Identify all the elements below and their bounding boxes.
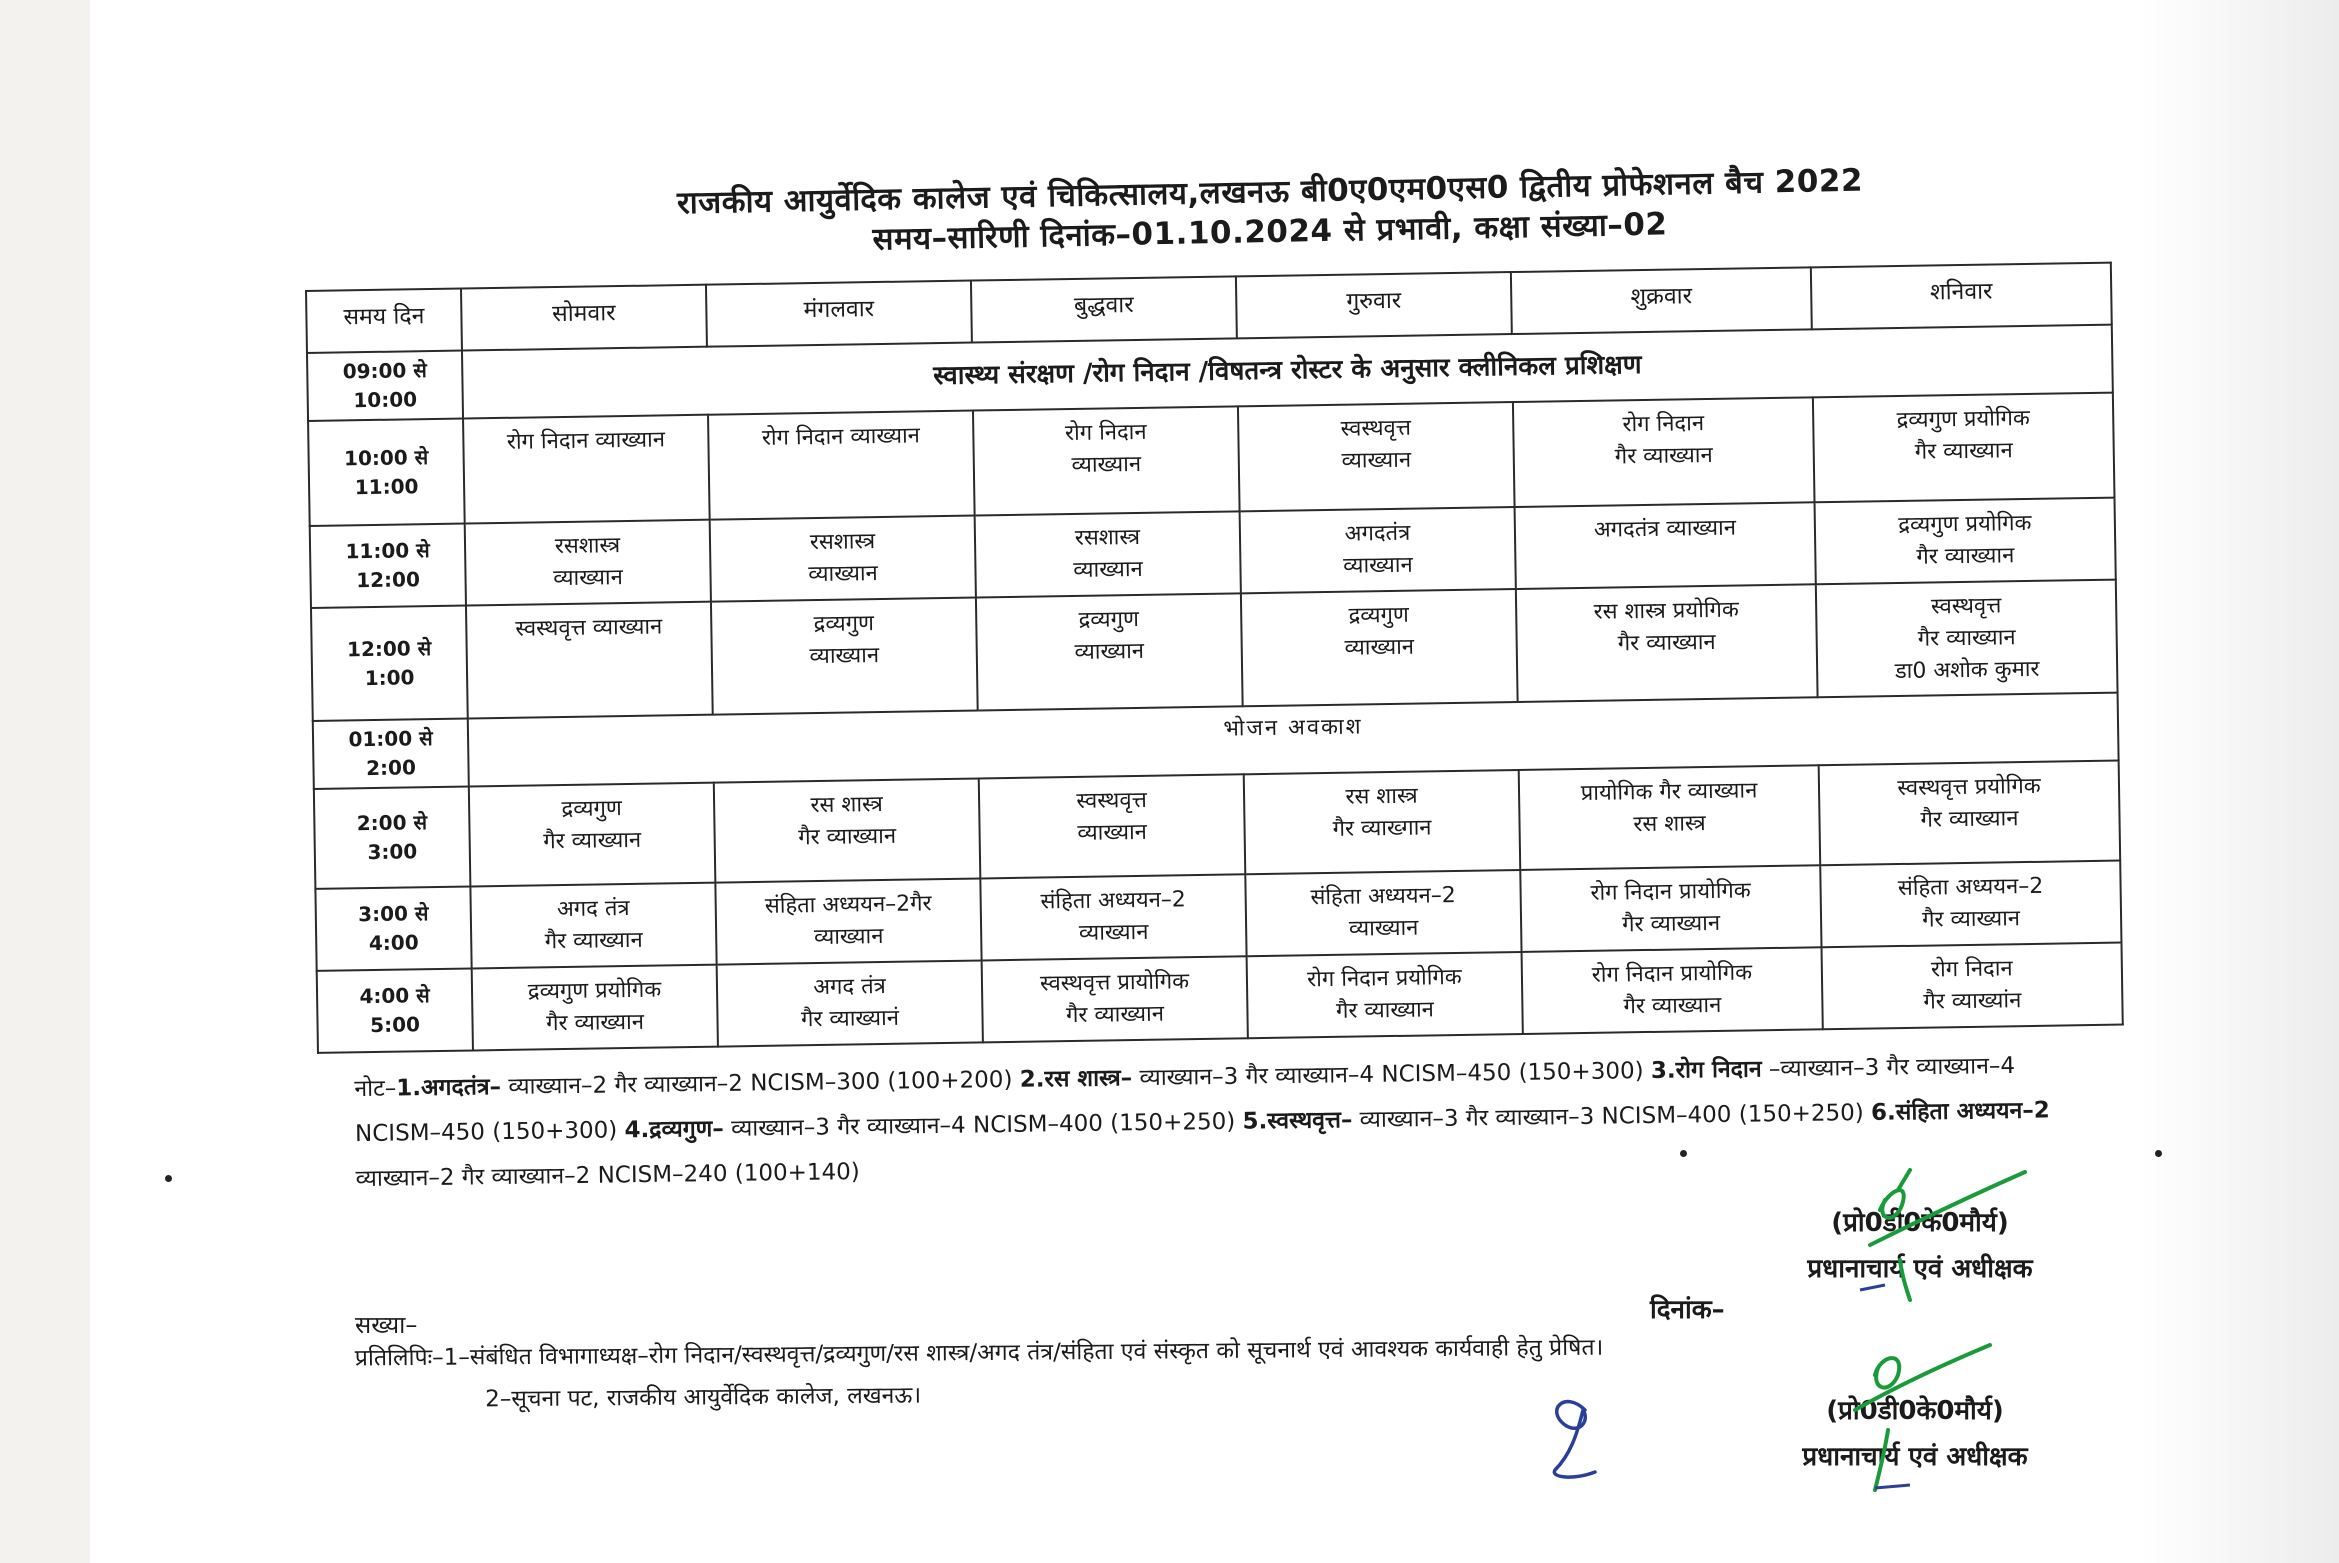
class-cell-text: व्याख्यान <box>809 642 880 669</box>
class-cell-text: अगद तंत्र <box>556 896 630 923</box>
time-slot-text: 1:00 <box>364 664 415 690</box>
time-slot-text: 11:00 <box>354 473 419 499</box>
time-slot-text: 5:00 <box>369 1012 421 1038</box>
class-cell-text: संहिता अध्ययन–2 <box>1310 883 1456 911</box>
signature-scribble-2 <box>1830 1320 2020 1500</box>
class-cell-text: व्याख्यान <box>1077 820 1148 847</box>
class-cell-text: स्वस्थवृत्त <box>1340 415 1412 442</box>
class-cell <box>469 783 716 887</box>
class-cell-text: अगद तंत्र <box>813 974 886 1001</box>
class-cell-text: स्वस्थवृत्त प्रायोगिक <box>1039 969 1190 997</box>
class-cell-text: व्याख्यान <box>1348 915 1419 943</box>
class-cell-text: स्वस्थवृत्त व्याख्यान <box>515 614 663 642</box>
note-item-text: व्याख्यान–2 गैर व्याख्यान–2 NCISM–300 (100+200) <box>500 1066 1020 1101</box>
class-cell <box>708 411 975 520</box>
note-item-title: 1.अगदतंत्र– <box>396 1074 502 1102</box>
time-slot-text: 2:00 <box>365 755 417 781</box>
class-cell-text: व्याख्यान <box>553 564 624 592</box>
time-slot-text: 11:00 से <box>345 537 430 564</box>
scan-speck <box>2155 1150 2162 1157</box>
note-item-title: 6.संहिता अध्ययन–2 <box>1870 1097 2050 1126</box>
column-header: सोमवार <box>461 285 707 351</box>
class-cell-text: गैर व्याख्यान <box>543 828 642 855</box>
class-cell-text: संहिता अध्ययन–2गैर <box>764 891 932 920</box>
time-slot-cell <box>313 719 469 789</box>
class-cell-text: रसशास्त्र <box>809 529 876 556</box>
class-cell-text: व्याख्यान <box>1344 634 1415 661</box>
note-item-title: 5.स्वस्थवृत्त– <box>1242 1107 1353 1135</box>
time-slot-text: 4:00 से <box>359 983 430 1009</box>
document-title: राजकीय आयुर्वेदिक कालेज एवं चिकित्सालय,लखनऊ बी0ए0एम0एस0 द्वितीय प्रोफेशनल बैच 2022 <box>676 162 1864 222</box>
handwritten-mark <box>1535 1380 1615 1490</box>
scan-speck <box>165 1175 172 1182</box>
time-slot-text: 01:00 से <box>348 726 433 752</box>
class-cell <box>717 961 983 1047</box>
class-cell-text: व्याख्यान <box>1071 451 1142 478</box>
class-cell-text: गैर व्याख्यान <box>798 824 897 851</box>
class-cell <box>1241 589 1518 707</box>
column-header: गुरुवार <box>1236 272 1512 338</box>
class-cell-text: गैर व्याख्गान <box>1332 815 1432 843</box>
class-cell-text: व्याख्यान <box>1343 552 1413 579</box>
column-header: समय दिन <box>306 289 462 353</box>
signatory-name: (प्रो0डी0के0मौर्य) <box>1831 1208 2009 1238</box>
class-cell-text: रोग निदान व्याख्यान <box>761 423 921 451</box>
class-cell <box>1516 584 1818 702</box>
note-section <box>354 1043 2086 1202</box>
time-slot-text: 3:00 से <box>358 901 429 927</box>
class-cell-text: द्रव्यगुण <box>813 610 875 637</box>
class-cell <box>975 511 1241 597</box>
page-shadow <box>2139 0 2339 1563</box>
column-header: शुक्रवार <box>1511 267 1812 334</box>
note-item-text: व्याख्यान–3 गैर व्याख्यान–3 NCISM–400 (150+250) <box>1352 1099 1872 1134</box>
time-slot-text: 12:00 <box>356 567 421 593</box>
class-cell-text: रस शास्त्र <box>1345 784 1418 811</box>
class-cell-text: व्याख्यान <box>1078 920 1149 947</box>
note-item-title: 3.रोग निदान <box>1650 1056 1762 1084</box>
class-cell <box>1240 507 1516 593</box>
class-cell-text: गैर व्याख्यान <box>1921 906 2021 934</box>
class-cell-text: रस शास्त्र प्रयोगिक <box>1593 597 1739 625</box>
class-cell-text: स्वस्थवृत्त <box>1930 593 2002 620</box>
class-cell <box>1822 943 2123 1029</box>
signatory-title: प्रधानाचार्य एवं अधीक्षक <box>1802 1442 2028 1472</box>
class-cell-text: द्रव्यगुण प्रयोगिक <box>1898 510 2032 539</box>
time-slot-cell <box>307 351 463 421</box>
class-cell <box>979 775 1246 879</box>
class-cell <box>710 516 976 602</box>
class-cell <box>1519 766 1821 871</box>
class-cell-text: रोग निदान <box>1930 956 2013 983</box>
class-cell-text: स्वस्थवृत्त <box>1076 788 1148 815</box>
time-slot-text: 12:00 से <box>346 635 432 661</box>
class-cell-text: गैर व्याख्यांन <box>1923 988 2022 1015</box>
class-cell <box>982 957 1248 1043</box>
clinical-training-cell: स्वास्थ्य संरक्षण /रोग निदान /विषतन्त्र रोस्टर के अनुसार क्लीनिकल प्रशिक्षण <box>462 325 2113 419</box>
note-item-title: 2.रस शास्त्र– <box>1019 1065 1133 1093</box>
column-header: शनिवार <box>1811 263 2112 330</box>
reference-number-label: सख्या– <box>355 1311 418 1339</box>
class-cell-text: द्रव्यगुण प्रयोगिक <box>527 977 662 1005</box>
column-header: बुद्धवार <box>971 276 1237 342</box>
class-cell-text: गैर व्याख्यान <box>1623 992 1722 1020</box>
class-cell <box>1815 498 2116 584</box>
note-item-text: –व्याख्यान–3 गैर व्याख्यान–4 NCISM–450 (150+300) <box>354 1052 2016 1148</box>
class-cell-text: गैर व्याख्यान <box>1916 543 2015 570</box>
scan-speck <box>1680 1150 1687 1157</box>
class-cell-text: रस शास्त्र <box>1633 811 1706 838</box>
class-cell <box>1522 947 1823 1033</box>
class-cell-text: गैर व्याख्यान <box>1920 806 2019 834</box>
class-cell-text: रोग निदान व्याख्यान <box>506 427 666 455</box>
class-cell-text: रोग निदान <box>1622 411 1705 438</box>
class-cell-text: रसशास्त्र <box>1074 524 1141 551</box>
time-slot-text: 10:00 से <box>343 444 429 470</box>
class-cell-text: गैर व्याख्यान <box>1914 438 2013 465</box>
class-cell-text: अगदतंत्र <box>1344 520 1411 547</box>
time-slot-cell <box>311 605 468 721</box>
class-cell <box>715 879 981 965</box>
class-cell-text: अगदतंत्र व्याख्यान <box>1593 515 1737 543</box>
class-cell <box>1813 393 2115 503</box>
class-cell <box>1819 761 2121 866</box>
class-cell-text: रोग निदान प्रायोगिक <box>1590 878 1751 907</box>
note-item-text: व्याख्यान–2 गैर व्याख्यान–2 NCISM–240 (100+140) <box>355 1159 860 1193</box>
date-label: दिनांक– <box>1650 1295 1725 1325</box>
class-cell-text: रोग निदान प्रायोगिक <box>1591 960 1753 989</box>
time-slot-text: 2:00 से <box>356 810 428 836</box>
class-cell-text: गैर व्याख्यानं <box>800 1005 900 1033</box>
copy-line-1: प्रतिलिपिः–1–संबंधित विभागाध्यक्ष–रोग निदान/स्वस्थवृत्त/द्रव्यगुण/रस शास्त्र/अगद तंत्र/संहिता एवं संस्कृत को सूचनार्थ एवं आवश्यक कार्यवाही हेतु प्रेषित। <box>354 1334 1604 1372</box>
class-cell-text: गैर व्याख्यान <box>544 928 643 955</box>
class-cell-text: व्याख्यान <box>1074 638 1145 665</box>
class-cell-text: डा0 अशोक कुमार <box>1894 656 2040 684</box>
class-cell <box>976 593 1243 711</box>
class-cell-text: संहिता अध्ययन–2 <box>1040 887 1187 915</box>
class-cell <box>470 883 716 969</box>
time-slot-cell <box>315 887 471 971</box>
class-cell <box>463 415 710 524</box>
time-slot-cell <box>314 787 471 889</box>
class-cell-text: स्वस्थवृत्त प्रयोगिक <box>1897 774 2041 802</box>
class-cell-text: गैर व्याख्यान <box>1614 442 1713 470</box>
time-slot-text: 09:00 से <box>342 358 428 384</box>
class-cell-text: प्रायोगिक गैर व्याख्यान <box>1580 778 1758 807</box>
class-cell-text: व्याख्यान <box>808 560 878 588</box>
time-slot-cell <box>310 524 466 608</box>
lunch-break-cell: भोजन अवकाश <box>468 693 2119 787</box>
class-cell-text: रस शास्त्र <box>810 792 883 819</box>
signature-scribble-1 <box>1840 1150 2040 1310</box>
class-cell-text: द्रव्यगुण प्रयोगिक <box>1896 405 2031 434</box>
class-cell-text: द्रव्यगुण <box>1078 606 1140 633</box>
class-cell <box>465 520 711 606</box>
class-cell <box>466 601 713 719</box>
class-cell-text: रोग निदान <box>1064 419 1147 447</box>
class-cell <box>1247 952 1523 1038</box>
class-cell-text: व्याख्यान <box>1341 447 1412 474</box>
timetable <box>305 262 2124 1054</box>
class-cell-text: संहिता अध्ययन–2 <box>1897 874 2044 902</box>
class-cell-text: द्रव्यगुण <box>561 796 623 823</box>
time-slot-cell <box>317 969 473 1053</box>
column-header: मंगलवार <box>706 281 972 347</box>
class-cell-text: गैर व्याख्यान <box>1065 1001 1165 1029</box>
class-cell-text: गैर व्याख्यान <box>1617 629 1716 657</box>
signatory-title: प्रधानाचार्य एवं अधीक्षक <box>1807 1254 2033 1284</box>
class-cell-text: गैर व्याख्यान <box>545 1009 645 1037</box>
class-cell-text: रसशास्त्र <box>554 533 621 560</box>
class-cell <box>1816 579 2118 697</box>
class-cell <box>711 597 978 715</box>
copy-line-2: 2–सूचना पट, राजकीय आयुर्वेदिक कालेज, लखनऊ। <box>485 1382 922 1413</box>
document-subtitle: समय–सारिणी दिनांक–01.10.2024 से प्रभावी, कक्षा संख्या–02 <box>872 206 1668 258</box>
class-cell <box>714 779 981 883</box>
class-cell <box>1245 870 1521 956</box>
class-cell-text: द्रव्यगुण <box>1348 602 1410 629</box>
note-prefix: नोट– <box>354 1075 397 1103</box>
class-cell <box>973 406 1240 515</box>
class-cell <box>472 965 718 1051</box>
class-cell <box>1238 402 1515 511</box>
time-slot-text: 3:00 <box>367 839 418 865</box>
class-cell <box>1244 770 1521 874</box>
time-slot-text: 10:00 <box>353 387 418 413</box>
note-item-text: व्याख्यान–3 गैर व्याख्यान–4 NCISM–450 (150+300) <box>1132 1057 1652 1092</box>
class-cell-text: गैर व्याख्यान <box>1621 911 1721 938</box>
class-cell <box>1520 866 1821 952</box>
class-cell <box>1513 397 1815 507</box>
class-cell <box>980 875 1246 961</box>
class-cell-text: गैर व्याख्यान <box>1917 624 2016 652</box>
class-cell-text: व्याख्यान <box>1073 556 1143 583</box>
class-cell-text: व्याख्यान <box>813 924 884 951</box>
time-slot-text: 4:00 <box>368 930 419 956</box>
note-item-title: 4.द्रव्यगुण– <box>624 1115 725 1144</box>
signatory-name: (प्रो0डी0के0मौर्य) <box>1826 1396 2004 1426</box>
note-item-text: व्याख्यान–3 गैर व्याख्यान–4 NCISM–400 (150+250) <box>723 1108 1243 1142</box>
class-cell-text: रोग निदान प्रयोगिक <box>1307 965 1462 993</box>
time-slot-cell <box>308 419 465 526</box>
class-cell <box>1820 861 2121 947</box>
class-cell <box>1515 502 1816 588</box>
class-cell-text: गैर व्याख्यान <box>1335 997 1435 1025</box>
timetable-body <box>307 325 2123 1053</box>
